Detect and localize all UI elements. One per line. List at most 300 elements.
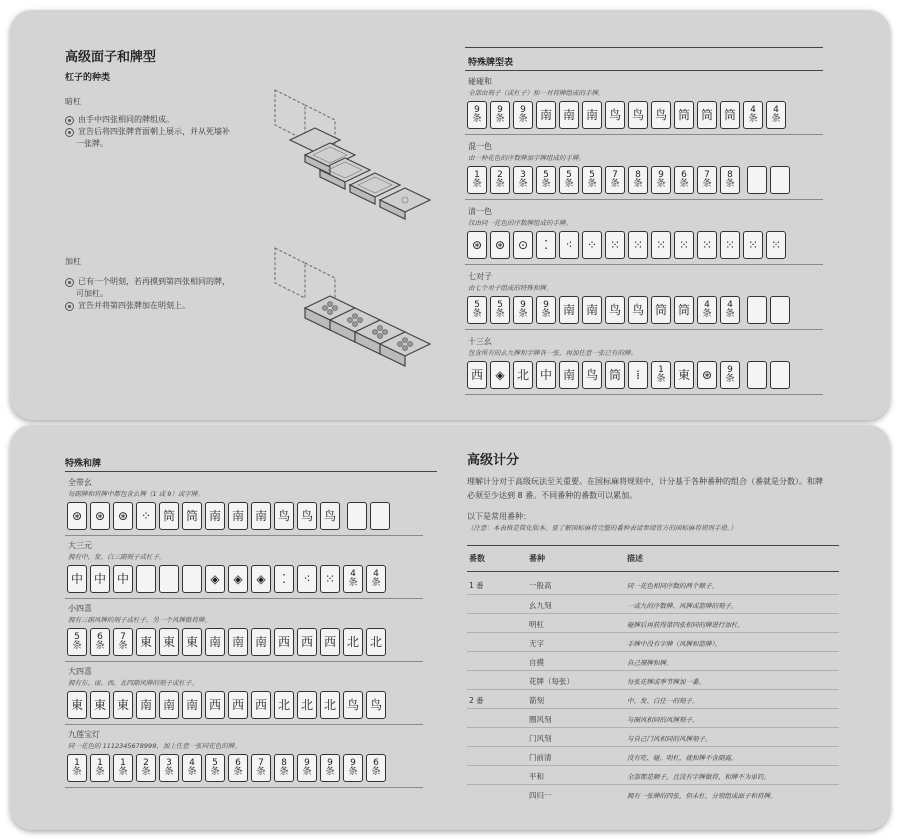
tile-number: 6	[681, 170, 687, 180]
tile-suit: ⁙	[701, 238, 713, 252]
tile-suit: 北	[346, 635, 359, 649]
tile-suit: ⁘	[140, 509, 152, 523]
tile-suit: 南	[539, 108, 552, 122]
jiagang-label: 加杠	[65, 257, 81, 266]
mahjong-tile	[651, 361, 671, 389]
mahjong-tile	[113, 628, 133, 656]
cell-name: 一般高	[529, 581, 552, 590]
mahjong-tile	[67, 628, 87, 656]
hand-name: 大四喜	[68, 667, 92, 676]
tile-suit: 条	[95, 641, 105, 651]
tile-number: 4	[773, 105, 779, 115]
divider	[65, 535, 423, 536]
tile-suit: 条	[141, 767, 151, 777]
mahjong-tile	[90, 628, 110, 656]
angang-bullets	[65, 114, 255, 150]
mahjong-tile	[205, 502, 225, 530]
tile-row	[467, 101, 786, 129]
mahjong-tile	[113, 754, 133, 782]
mahjong-tile	[90, 754, 110, 782]
mahjong-tile	[467, 361, 487, 389]
mahjong-tile	[582, 296, 602, 324]
mahjong-tile	[628, 296, 648, 324]
tile-number: 7	[258, 758, 264, 768]
mahjong-tile	[536, 166, 556, 194]
tile-suit: 中	[93, 572, 106, 586]
tile-suit: ◈	[495, 368, 505, 382]
divider	[465, 199, 823, 200]
mahjong-tile	[747, 166, 767, 194]
mahjong-tile	[536, 296, 556, 324]
mahjong-tile	[674, 231, 694, 259]
mahjong-tile	[159, 754, 179, 782]
tile-number: 4	[350, 569, 356, 579]
bullet-icon	[65, 116, 74, 125]
tile-suit: 条	[541, 309, 551, 319]
cell-desc: 拥有一张牌的四张，但未杠，分别组成面子和将牌。	[627, 792, 777, 800]
tile-number: 9	[543, 300, 549, 310]
mahjong-tile	[228, 565, 248, 593]
tile-suit: 西	[231, 698, 244, 712]
tile-suit: ⁚	[282, 572, 286, 586]
cell-desc: 手牌中没有字牌（风牌和箭牌）。	[627, 640, 722, 648]
tile-suit: ⊛	[701, 368, 713, 382]
tile-suit: ◈	[210, 572, 220, 586]
mahjong-tile	[136, 691, 156, 719]
tile-suit: 東	[162, 635, 175, 649]
bullet-icon	[65, 302, 74, 311]
hand-name: 小四喜	[68, 604, 92, 613]
divider	[465, 70, 823, 71]
cell-desc: 每张花牌或季节牌加一番。	[627, 678, 705, 686]
tile-number: 3	[520, 170, 526, 180]
tile-suit: 条	[118, 641, 128, 651]
jiagang-bullets	[65, 276, 255, 312]
section-subtitle: 杠子的种类	[65, 73, 111, 83]
mahjong-tile	[467, 101, 487, 129]
divider	[65, 598, 423, 599]
tile-suit: 条	[518, 179, 528, 189]
cell-desc: 同一花色相同序数的两个顺子。	[627, 582, 718, 590]
mahjong-tile	[347, 502, 367, 530]
table-row	[467, 575, 839, 594]
mahjong-tile	[628, 166, 648, 194]
mahjong-tile	[697, 101, 717, 129]
table-row	[467, 632, 839, 652]
tile-row	[67, 502, 390, 530]
mahjong-tile	[697, 361, 717, 389]
tile-suit: 条	[725, 374, 735, 384]
mahjong-tile	[274, 754, 294, 782]
mahjong-tile	[582, 101, 602, 129]
tile-suit: 条	[587, 179, 597, 189]
tile-number: 1	[474, 170, 480, 180]
bullet-item: 宣告后将四张牌背面朝上展示，并从死墙补	[65, 126, 255, 138]
mahjong-tile	[136, 628, 156, 656]
table-row	[467, 784, 839, 804]
tile-suit: 条	[656, 374, 666, 384]
tile-suit: 条	[518, 309, 528, 319]
mahjong-tile	[159, 502, 179, 530]
mahjong-tile	[674, 361, 694, 389]
tile-suit: 条	[748, 114, 758, 124]
hand-description: 每副牌和将牌中都包含幺牌（1 或 9）或字牌。	[68, 490, 204, 498]
tile-suit: 筒	[608, 368, 621, 382]
tile-suit: 中	[539, 368, 552, 382]
mahjong-tile	[720, 231, 740, 259]
cell-name: 门风刻	[529, 734, 552, 743]
tile-suit: ⁙	[324, 572, 336, 586]
tile-number: 8	[281, 758, 287, 768]
tile-suit: 条	[302, 767, 312, 777]
tile-number: 7	[704, 170, 710, 180]
tile-suit: 西	[208, 698, 221, 712]
divider	[465, 394, 823, 395]
tile-suit: 鸟	[346, 698, 359, 712]
tile-suit: 南	[208, 509, 221, 523]
mahjong-tile	[770, 296, 790, 324]
tile-suit: 条	[279, 767, 289, 777]
bullet-icon	[65, 278, 74, 287]
hand-name: 十三幺	[468, 337, 492, 346]
tile-suit: 東	[139, 635, 152, 649]
hand-description: 拥有三副风牌的刻子或杠子，另一个风牌做将牌。	[68, 616, 211, 624]
advanced-scoring-title: 高级计分	[467, 453, 520, 468]
tile-suit: 条	[348, 578, 358, 588]
tile-suit: 鸟	[369, 698, 382, 712]
tile-suit: ⁞	[636, 368, 640, 382]
tile-suit: 条	[495, 309, 505, 319]
header-fan: 番数	[469, 554, 485, 563]
header-desc: 描述	[627, 554, 643, 563]
mahjong-tile	[320, 565, 340, 593]
bullet-icon	[65, 128, 74, 137]
mahjong-tile	[605, 231, 625, 259]
mahjong-tile	[228, 691, 248, 719]
tile-number: 7	[120, 632, 126, 642]
tile-suit: 条	[256, 767, 266, 777]
mahjong-tile	[513, 296, 533, 324]
tile-suit: ⊛	[117, 509, 129, 523]
tile-number: 8	[727, 170, 733, 180]
tile-row	[67, 628, 386, 656]
cell-desc: 与自己门风相同的风牌刻子。	[627, 735, 712, 743]
tile-suit: 東	[93, 698, 106, 712]
tile-suit: 条	[633, 179, 643, 189]
mahjong-tile	[297, 691, 317, 719]
mahjong-tile	[90, 502, 110, 530]
tile-number: 7	[612, 170, 618, 180]
tile-number: 6	[373, 758, 379, 768]
hand-description: 包含所有的幺九牌和字牌各一张，再加任意一张已有的牌。	[468, 349, 637, 357]
mahjong-tile	[628, 101, 648, 129]
mahjong-tile	[205, 565, 225, 593]
divider	[465, 264, 823, 265]
tile-suit: 東	[185, 635, 198, 649]
tile-suit: 条	[725, 309, 735, 319]
tile-suit: 条	[472, 309, 482, 319]
mahjong-tile	[490, 361, 510, 389]
mahjong-tile	[651, 166, 671, 194]
mahjong-tile	[205, 691, 225, 719]
cell-desc: 与圈风相同的风牌刻子。	[627, 716, 699, 724]
mahjong-tile	[366, 565, 386, 593]
cell-name: 圈风刻	[529, 715, 552, 724]
mahjong-tile	[343, 754, 363, 782]
mahjong-tile	[536, 231, 556, 259]
tile-suit: 条	[495, 114, 505, 124]
mahjong-tile	[228, 628, 248, 656]
tile-suit: 条	[187, 767, 197, 777]
hand-description: 拥有中、发、白三副刻子或杠子。	[68, 553, 166, 561]
mahjong-tile	[320, 628, 340, 656]
mahjong-tile	[674, 166, 694, 194]
bullet-item: 宣告并将第四张牌加在明刻上。	[65, 300, 255, 312]
tile-suit: 鸟	[585, 368, 598, 382]
tile-suit: 条	[210, 767, 220, 777]
tile-suit: 条	[771, 114, 781, 124]
bullet-continuation: 可加杠。	[76, 289, 108, 298]
hand-description: 同一花色的 1112345678999，加上任意一张同花色的牌。	[68, 742, 241, 750]
scoring-intro: 理解计分对于高级玩法至关重要。在国标麻将规则中，计分基于各种番种的组合（番就是分数）。和牌 必须至少达到 8 番。不同番种的番数可以累加。	[467, 477, 823, 500]
tile-number: 4	[373, 569, 379, 579]
mahjong-tile	[628, 361, 648, 389]
tile-suit: 南	[139, 698, 152, 712]
tile-suit: 南	[231, 635, 244, 649]
tile-suit: 条	[518, 114, 528, 124]
tile-suit: 中	[70, 572, 83, 586]
tile-number: 1	[74, 758, 80, 768]
hand-name: 七对子	[468, 272, 492, 281]
mahjong-tile	[720, 361, 740, 389]
cell-desc: 没有吃、碰、明杠，就和牌不含副露。	[627, 754, 738, 762]
mahjong-tile	[770, 166, 790, 194]
tile-suit: ⁘	[586, 238, 598, 252]
mahjong-tile	[113, 502, 133, 530]
mahjong-tile	[159, 565, 179, 593]
tile-number: 5	[497, 300, 503, 310]
mahjong-tile	[274, 691, 294, 719]
mahjong-tile	[628, 231, 648, 259]
table-row	[467, 727, 839, 747]
tile-suit: 南	[254, 509, 267, 523]
tile-suit: 西	[300, 635, 313, 649]
tile-suit: 条	[472, 179, 482, 189]
mahjong-tile	[697, 231, 717, 259]
tile-suit: 南	[208, 635, 221, 649]
cell-desc: 一或九的序数牌、风牌或箭牌的刻子。	[627, 602, 738, 610]
mahjong-tile	[559, 296, 579, 324]
mahjong-tile	[766, 101, 786, 129]
table-row	[467, 746, 839, 766]
mahjong-tile	[67, 691, 87, 719]
cell-name: 明杠	[529, 620, 544, 629]
bottom-page	[10, 425, 890, 830]
hand-name: 九莲宝灯	[68, 730, 100, 739]
tile-suit: 筒	[677, 108, 690, 122]
mahjong-tile	[490, 166, 510, 194]
cell-name: 门前清	[529, 753, 552, 762]
tile-suit: 東	[677, 368, 690, 382]
cell-desc: 全部都是顺子，且没有字牌做将，和牌不为单钓。	[627, 773, 770, 781]
added-kong-illustration	[265, 238, 455, 388]
divider	[465, 47, 823, 48]
mahjong-tile	[370, 502, 390, 530]
mahjong-tile	[467, 296, 487, 324]
tile-suit: ⁙	[724, 238, 736, 252]
tile-suit: 条	[325, 767, 335, 777]
tile-suit: 筒	[677, 303, 690, 317]
mahjong-tile	[297, 754, 317, 782]
tile-number: 5	[474, 300, 480, 310]
table-row	[467, 689, 839, 709]
mahjong-tile	[274, 628, 294, 656]
mahjong-tile	[113, 691, 133, 719]
mahjong-tile	[251, 565, 271, 593]
tile-row	[67, 754, 386, 782]
bullet-item: 由手中四张相同的牌组成。	[65, 114, 255, 126]
hand-name: 清一色	[468, 207, 492, 216]
divider	[65, 661, 423, 662]
tile-suit: ◈	[233, 572, 243, 586]
tile-suit: 南	[585, 303, 598, 317]
mahjong-tile	[490, 296, 510, 324]
tile-suit: 条	[702, 179, 712, 189]
tile-row	[467, 296, 790, 324]
hand-name: 混一色	[468, 142, 492, 151]
cell-desc: 中、发、白任一的刻子。	[627, 697, 699, 705]
scoring-note: （注意：本表格是简化版本，要了解国标麻将完整的番种表请参阅官方的国标麻将规则手册。）	[467, 524, 737, 532]
tile-number: 8	[635, 170, 641, 180]
tile-number: 6	[97, 632, 103, 642]
hand-name: 大三元	[68, 541, 92, 550]
tile-suit: 筒	[162, 509, 175, 523]
hand-description: 拥有东、南、西、北四副风牌的刻子或杠子。	[68, 679, 198, 687]
special-hands-table-title: 特殊牌型表	[468, 58, 514, 68]
mahjong-tile	[697, 296, 717, 324]
mahjong-tile	[559, 101, 579, 129]
hand-description: 由七个对子组成的特殊和牌。	[468, 284, 553, 292]
mahjong-tile	[770, 361, 790, 389]
angang-label: 暗杠	[65, 97, 81, 106]
hand-description: 由一种花色的序数牌加字牌组成的手牌。	[468, 154, 585, 162]
tile-suit: ⁖	[565, 238, 573, 252]
mahjong-tile	[605, 101, 625, 129]
hand-name: 全带幺	[68, 478, 92, 487]
tile-suit: 条	[472, 114, 482, 124]
tile-suit: 北	[300, 698, 313, 712]
mahjong-tile	[159, 628, 179, 656]
tile-number: 2	[143, 758, 149, 768]
mahjong-tile	[113, 565, 133, 593]
mahjong-tile	[366, 691, 386, 719]
tile-row	[467, 231, 786, 259]
tile-suit: 鸟	[631, 303, 644, 317]
mahjong-tile	[136, 565, 156, 593]
tile-number: 9	[474, 105, 480, 115]
mahjong-tile	[274, 565, 294, 593]
tile-number: 5	[589, 170, 595, 180]
tile-suit: 条	[610, 179, 620, 189]
bullet-item: 已有一个明刻，若再摸到第四张相同的牌，	[65, 276, 255, 288]
mahjong-tile	[343, 565, 363, 593]
mahjong-tile	[205, 754, 225, 782]
mahjong-tile	[320, 754, 340, 782]
mahjong-tile	[467, 166, 487, 194]
special-winning-hands-title: 特殊和牌	[65, 459, 102, 469]
table-row	[467, 708, 839, 728]
mahjong-tile	[743, 101, 763, 129]
mahjong-tile	[297, 628, 317, 656]
tile-number: 1	[658, 365, 664, 375]
mahjong-tile	[674, 296, 694, 324]
tile-suit: ⁙	[770, 238, 782, 252]
mahjong-tile	[67, 502, 87, 530]
mahjong-tile	[582, 231, 602, 259]
tile-suit: ⁖	[303, 572, 311, 586]
mahjong-tile	[747, 296, 767, 324]
mahjong-tile	[513, 231, 533, 259]
divider	[467, 545, 839, 546]
mahjong-tile	[343, 628, 363, 656]
tile-number: 9	[327, 758, 333, 768]
mahjong-tile	[536, 101, 556, 129]
mahjong-tile	[182, 502, 202, 530]
tile-suit: 条	[164, 767, 174, 777]
tile-suit: 南	[562, 368, 575, 382]
tile-suit: 条	[564, 179, 574, 189]
tile-number: 3	[166, 758, 172, 768]
tile-number: 4	[189, 758, 195, 768]
mahjong-tile	[343, 691, 363, 719]
tile-suit: 西	[470, 368, 483, 382]
tile-suit: 北	[323, 698, 336, 712]
tile-number: 9	[350, 758, 356, 768]
mahjong-tile	[228, 754, 248, 782]
tile-number: 1	[97, 758, 103, 768]
hand-description: 全部由刻子（或杠子）和一对将牌组成的手牌。	[468, 89, 605, 97]
mahjong-tile	[297, 565, 317, 593]
tile-number: 5	[543, 170, 549, 180]
tile-suit: ⁙	[609, 238, 621, 252]
tile-suit: ⁙	[655, 238, 667, 252]
mahjong-tile	[182, 628, 202, 656]
divider	[467, 571, 839, 572]
tile-number: 5	[566, 170, 572, 180]
mahjong-tile	[559, 231, 579, 259]
tile-suit: 筒	[700, 108, 713, 122]
tile-suit: 筒	[723, 108, 736, 122]
cell-name: 幺九刻	[529, 601, 552, 610]
tile-suit: 南	[185, 698, 198, 712]
tile-suit: 南	[254, 635, 267, 649]
mahjong-tile	[320, 502, 340, 530]
divider	[65, 471, 437, 472]
mahjong-tile	[651, 101, 671, 129]
header-name: 番种	[529, 554, 545, 563]
mahjong-tile	[720, 166, 740, 194]
cell-name: 四归一	[529, 791, 552, 800]
tile-suit: 南	[585, 108, 598, 122]
tile-suit: 南	[562, 303, 575, 317]
mahjong-tile	[743, 231, 763, 259]
tile-suit: 西	[277, 635, 290, 649]
table-row	[467, 613, 839, 633]
tile-suit: ⁙	[747, 238, 759, 252]
tile-suit: 北	[277, 698, 290, 712]
bullet-continuation: 一张牌。	[76, 139, 108, 148]
tile-number: 6	[235, 758, 241, 768]
